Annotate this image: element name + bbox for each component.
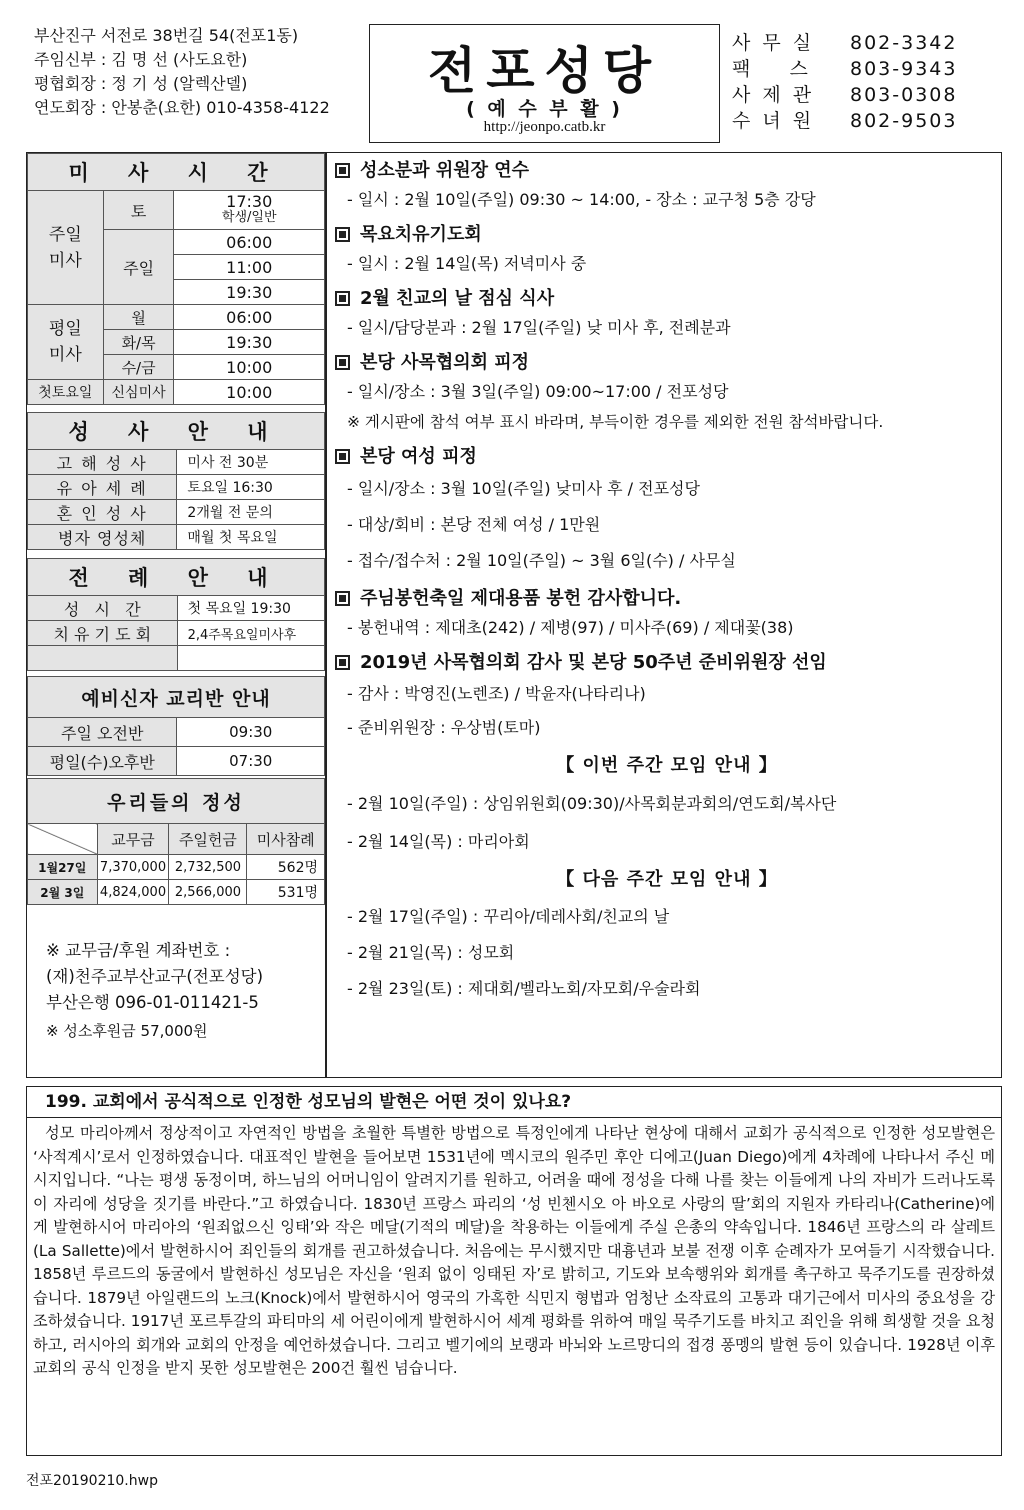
sacrament-info: 2개월 전 문의 — [177, 500, 325, 525]
bullet-icon — [335, 655, 350, 670]
meeting-item: - 2월 10일(주일) : 상임위원회(09:30)/사목회분과회의/연도회/복사단 — [347, 794, 837, 813]
next-week-title: 【 다음 주간 모임 안내 】 — [556, 869, 778, 890]
news-item: 2월 친교의 날 점심 식사 - 일시/담당분과 : 2월 17일(주일) 낮 미사 후, 전례분과 — [333, 285, 1001, 343]
bullet-icon — [335, 291, 350, 306]
bullet-icon — [335, 355, 350, 370]
page-title: 전포성당 — [427, 41, 662, 100]
saturday-time: 17:30 학생/일반 — [174, 191, 325, 230]
sacrament-name: 혼 인 성 사 — [28, 500, 177, 525]
weekday-time: 19:30 — [174, 330, 325, 355]
devotion-name: 치 유 기 도 회 — [28, 621, 178, 646]
offering-value: 4,824,000 — [97, 880, 169, 905]
offering-title: 우리들의 정성 — [28, 779, 325, 824]
weekday-time: 06:00 — [174, 305, 325, 330]
news-item: 본당 사목협의회 피정 - 일시/장소 : 3월 3일(주일) 09:00~17:00 / 전포성당 ※ 게시판에 참석 여부 표시 바라며, 부득이한 경우를 제외한 전원 참석바랍니다. — [333, 349, 1001, 437]
pastor: 주임신부 : 김 명 선 (사도요한) — [34, 50, 248, 69]
news-item: 본당 여성 피정 - 일시/장소 : 3월 10일(주일) 낮미사 후 / 전포성당 - 대상/회비 : 본당 전체 여성 / 1만원 - 접수/접수처 : 2월 10일(주일) ~ 3월 6일(수) / 사무실 — [333, 443, 1001, 579]
sunday-time: 19:30 — [174, 280, 325, 305]
vocation-support: ※ 성소후원금 57,000원 — [46, 1022, 208, 1040]
offering-value: 2,566,000 — [169, 880, 247, 905]
meeting-item: - 2월 17일(주일) : 꾸리아/데레사회/친교의 날 — [347, 907, 670, 926]
news-item: 2019년 사목협의회 감사 및 본당 50주년 준비위원장 선임 - 감사 : 박영진(노렌조) / 박윤자(나타리나) - 준비위원장 : 우상범(토마) — [333, 649, 1001, 745]
offering-value: 531명 — [247, 880, 325, 905]
contact-row: 팩 스 803-9343 — [732, 58, 958, 80]
sacrament-info: 토요일 16:30 — [177, 475, 325, 500]
news-item: 성소분과 위원장 연수 - 일시 : 2월 10일(주일) 09:30 ~ 14:00, - 장소 : 교구청 5층 강당 — [333, 157, 1001, 215]
weekday-mass-label: 평일 미사 — [28, 305, 104, 380]
weekday-day: 수/금 — [103, 355, 174, 380]
sacrament-name: 고 해 성 사 — [28, 450, 177, 475]
class-name: 평일(수)오후반 — [28, 747, 177, 776]
column-header: 교무금 — [97, 824, 169, 855]
title-box — [369, 24, 720, 143]
sacrament-name: 유 아 세 례 — [28, 475, 177, 500]
weekday-day: 월 — [103, 305, 174, 330]
account-holder: (재)천주교부산교구(전포성당) — [46, 967, 264, 986]
first-saturday-time: 10:00 — [174, 380, 325, 405]
meeting-item: - 2월 14일(목) : 마리아회 — [347, 832, 530, 851]
this-week-title: 【 이번 주간 모임 안내 】 — [556, 755, 778, 776]
column-divider — [325, 152, 327, 1078]
devotion-info: 첫 목요일 19:30 — [177, 596, 324, 621]
council-president: 평협회장 : 정 기 성 (알렉산델) — [34, 74, 248, 93]
table-row — [28, 880, 325, 905]
devotion-name: 성 시 간 — [28, 596, 178, 621]
sunday-label: 주일 — [103, 230, 174, 305]
weekday-day: 화/목 — [103, 330, 174, 355]
news-item: 주님봉헌축일 제대용품 봉헌 감사합니다. - 봉헌내역 : 제대초(242) / 제병(97) / 미사주(69) / 제대꽃(38) — [333, 585, 1001, 643]
saturday-label: 토 — [103, 191, 174, 230]
offering-value: 562명 — [247, 855, 325, 880]
news-item: 목요치유기도회 - 일시 : 2월 14일(목) 저녁미사 중 — [333, 221, 1001, 279]
liturgical-season: ( 예 수 부 활 ) — [466, 98, 623, 120]
vigil-president: 연도회장 : 안봉춘(요한) 010-4358-4122 — [34, 98, 330, 117]
account-info — [46, 938, 316, 1044]
contact-row: 사 무 실 802-3342 — [732, 32, 958, 54]
sacrament-table — [27, 412, 325, 550]
file-name: 전포20190210.hwp — [26, 1473, 158, 1489]
bullet-icon — [335, 449, 350, 464]
account-number: 부산은행 096-01-011421-5 — [46, 993, 259, 1012]
bullet-icon — [335, 227, 350, 242]
devotion-title: 전 례 안 내 — [28, 559, 325, 596]
offering-date: 1월27일 — [28, 855, 98, 880]
table-row — [28, 855, 325, 880]
class-time: 07:30 — [177, 747, 325, 776]
news-list — [333, 157, 1001, 1007]
meeting-item: - 2월 23일(토) : 제대회/벨라노회/자모회/우술라회 — [347, 979, 701, 998]
weekday-time: 10:00 — [174, 355, 325, 380]
sacrament-title: 성 사 안 내 — [28, 413, 325, 450]
contact-list — [732, 30, 992, 134]
sacrament-name: 병자 영성체 — [28, 525, 177, 550]
class-time: 09:30 — [177, 718, 325, 747]
empty-cell — [177, 646, 324, 671]
first-saturday-label: 첫토요일 — [28, 380, 104, 405]
account-heading: ※ 교무금/후원 계좌번호 : — [46, 941, 231, 960]
sacrament-info: 미사 전 30분 — [177, 450, 325, 475]
bullet-icon — [335, 163, 350, 178]
devotion-table — [27, 558, 325, 671]
contact-row: 사 제 관 803-0308 — [732, 84, 958, 106]
column-header: 주일헌금 — [169, 824, 247, 855]
sacrament-info: 매월 첫 목요일 — [177, 525, 325, 550]
catechumen-title: 예비신자 교리반 안내 — [28, 677, 325, 718]
class-name: 주일 오전반 — [28, 718, 177, 747]
contact-row: 수 녀 원 802-9503 — [732, 110, 958, 132]
column-header: 미사참례 — [247, 824, 325, 855]
website-link[interactable]: http://jeonpo.catb.kr — [483, 119, 606, 135]
sunday-mass-label: 주일 미사 — [28, 191, 104, 305]
address: 부산진구 서전로 38번길 54(전포1동) — [34, 26, 299, 45]
catechumen-table — [27, 676, 325, 776]
empty-cell — [28, 646, 178, 671]
offering-value: 7,370,000 — [97, 855, 169, 880]
diagonal-cell — [28, 824, 98, 855]
mass-table — [27, 153, 325, 405]
qa-answer: 성모 마리아께서 정상적이고 자연적인 방법을 초월한 특별한 방법으로 특정인에게 나타난 현상에 대해서 교회가 공식적으로 인정한 성모발현은 ‘사적계시’로서 인정하였습니다. 대표적인 발현을 들어보면 1531년에 멕시코의 원주민 후안 디에고(Juan Diego)에게 4차례에 나타나서 주신 메시지입니다. “나는 평생 동정이며, 하느님의 어머니임이 알려지기를 원하고, 어려울 때에 정성을 다해 나를 찾는 이들에게 나의 자비가 드러나도록 이 자리에 성당을 짓기를 바란다.”고 하였습니다. 1830년 프랑스 파리의 ‘성 빈첸시오 아 바오로 사랑의 딸’회의 지원자 카타리나(Catherine)에게 발현하시어 마리아의 ‘원죄없으신 잉태’와 작은 메달(기적의 메달)을 착용하는 이들에게 주실 은총의 약속입니다. 1846년 프랑스의 라 살레트(La Sallette)에서 발현하시어 죄인들의 회개를 권고하셨습니다. 처음에는 무시했지만 대흉년과 보불 전쟁 이후 순례자가 모여들기 시작했습니다. 1858년 루르드의 동굴에서 발현하신 성모님은 자신을 ‘원죄 없이 잉태된 자’로 밝히고, 기도와 보속행위와 회개를 촉구하고 묵주기도를 권장하셨습니다. 1879년 아일랜드의 노크(Knock)에서 발현하시어 영국의 가혹한 식민지 형법과 엄청난 소작료의 고통과 대기근에서 미사의 중요성을 강조하셨습니다. 1917년 포르투갈의 파티마의 세 어린이에게 발현하시어 세계 평화를 위하여 매일 묵주기도를 바치고 죄인을 위해 희생할 것을 요청하고, 러시아의 회개와 교회의 안정을 예언하셨습니다. 그리고 벨기에의 보랭과 바뇌와 노르망디의 접경 퐁멩의 발현 등이 있습니다. 1928년 이후 교회의 공식 인정을 받지 못한 성모발현은 200건 훨씬 넘습니다. — [26, 1118, 1002, 1456]
mass-title: 미 사 시 간 — [28, 154, 325, 191]
sunday-time: 06:00 — [174, 230, 325, 255]
meeting-item: - 2월 21일(목) : 성모회 — [347, 943, 515, 962]
offering-date: 2월 3일 — [28, 880, 98, 905]
bullet-icon — [335, 591, 350, 606]
offering-value: 2,732,500 — [169, 855, 247, 880]
sunday-time: 11:00 — [174, 255, 325, 280]
offering-table — [27, 778, 325, 905]
parish-info — [34, 24, 364, 120]
qa-question: 199. 교회에서 공식적으로 인정한 성모님의 발현은 어떤 것이 있나요? — [26, 1086, 1002, 1118]
devotion-info: 2,4주목요일미사후 — [177, 621, 324, 646]
devotion-mass-label: 신심미사 — [103, 380, 174, 405]
